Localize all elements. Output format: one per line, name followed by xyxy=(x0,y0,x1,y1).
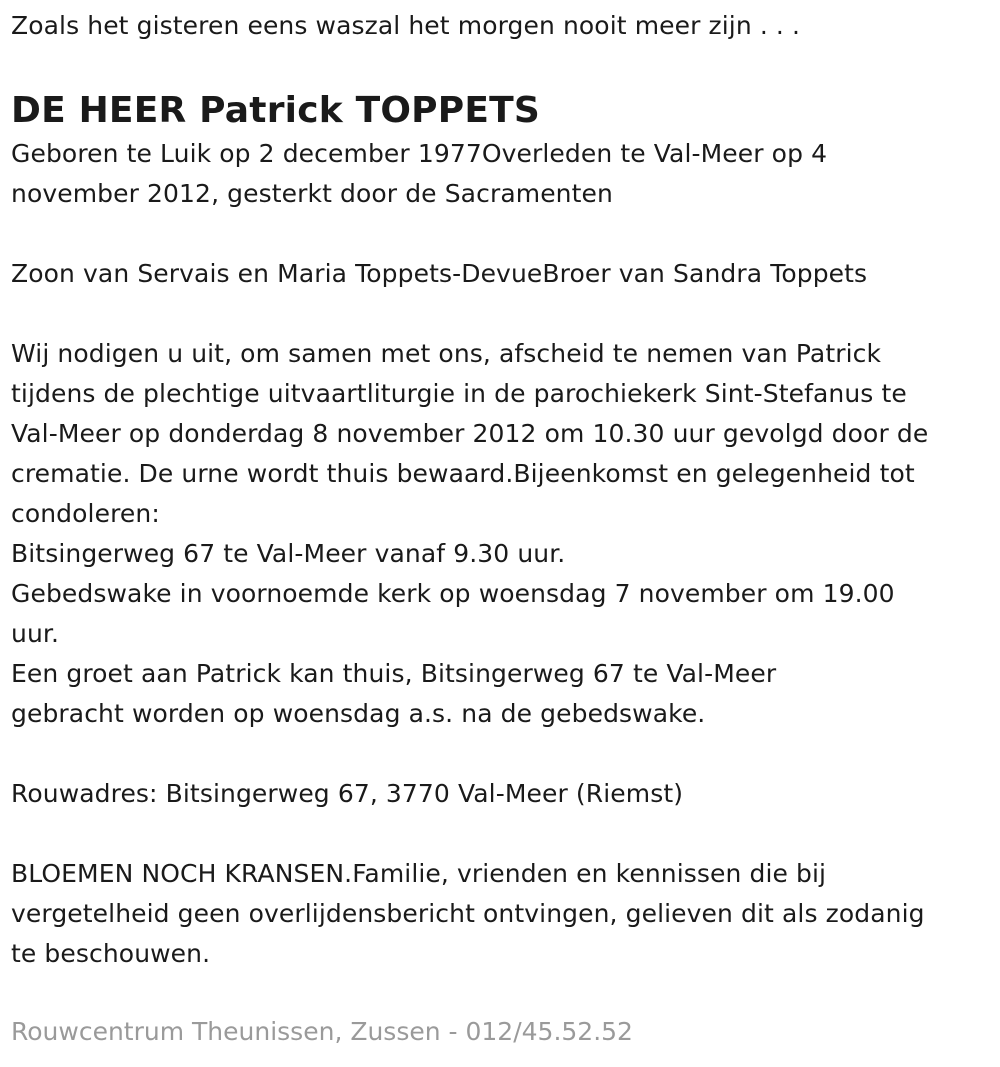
spacer xyxy=(11,214,986,254)
spacer xyxy=(11,814,986,854)
text-line: BLOEMEN NOCH KRANSEN.Familie, vrienden en kennissen die bij xyxy=(11,859,827,888)
text-line: Zoon van Servais en Maria Toppets-DevueBroer van Sandra Toppets xyxy=(11,259,868,288)
funeral-home-footer: Rouwcentrum Theunissen, Zussen - 012/45.52.52 xyxy=(11,1017,633,1046)
text-line: gebracht worden op woensdag a.s. na de gebedswake. xyxy=(11,699,706,728)
deceased-name: DE HEER Patrick TOPPETS xyxy=(11,90,541,131)
text-line: Een groet aan Patrick kan thuis, Bitsingerweg 67 te Val-Meer xyxy=(11,659,777,688)
address-section xyxy=(11,774,986,814)
text-line: Geboren te Luik op 2 december 1977Overleden te Val-Meer op 4 xyxy=(11,139,828,168)
text-line: Bitsingerweg 67 te Val-Meer vanaf 9.30 uur. xyxy=(11,539,566,568)
family-section xyxy=(11,254,986,294)
text-line: november 2012, gesterkt door de Sacramenten xyxy=(11,179,613,208)
text-line: Rouwadres: Bitsingerweg 67, 3770 Val-Meer (Riemst) xyxy=(11,779,684,808)
text-line: crematie. De urne wordt thuis bewaard.Bijeenkomst en gelegenheid tot xyxy=(11,459,915,488)
text-line: tijdens de plechtige uitvaartliturgie in de parochiekerk Sint-Stefanus te xyxy=(11,379,907,408)
spacer xyxy=(11,294,986,334)
flowers-section xyxy=(11,854,986,974)
text-line: vergetelheid geen overlijdensbericht ontvingen, gelieven dit als zodanig xyxy=(11,899,925,928)
opening-quote: Zoals het gisteren eens waszal het morgen nooit meer zijn . . . xyxy=(11,11,801,40)
text-line: uur. xyxy=(11,619,60,648)
text-line: condoleren: xyxy=(11,499,160,528)
birth-death-section xyxy=(11,134,986,214)
text-line: te beschouwen. xyxy=(11,939,211,968)
text-line: Val-Meer op donderdag 8 november 2012 om 10.30 uur gevolgd door de xyxy=(11,419,929,448)
invitation-section xyxy=(11,334,986,734)
spacer xyxy=(11,734,986,774)
text-line: Gebedswake in voornoemde kerk op woensdag 7 november om 19.00 xyxy=(11,579,895,608)
text-line: Wij nodigen u uit, om samen met ons, afscheid te nemen van Patrick xyxy=(11,339,882,368)
